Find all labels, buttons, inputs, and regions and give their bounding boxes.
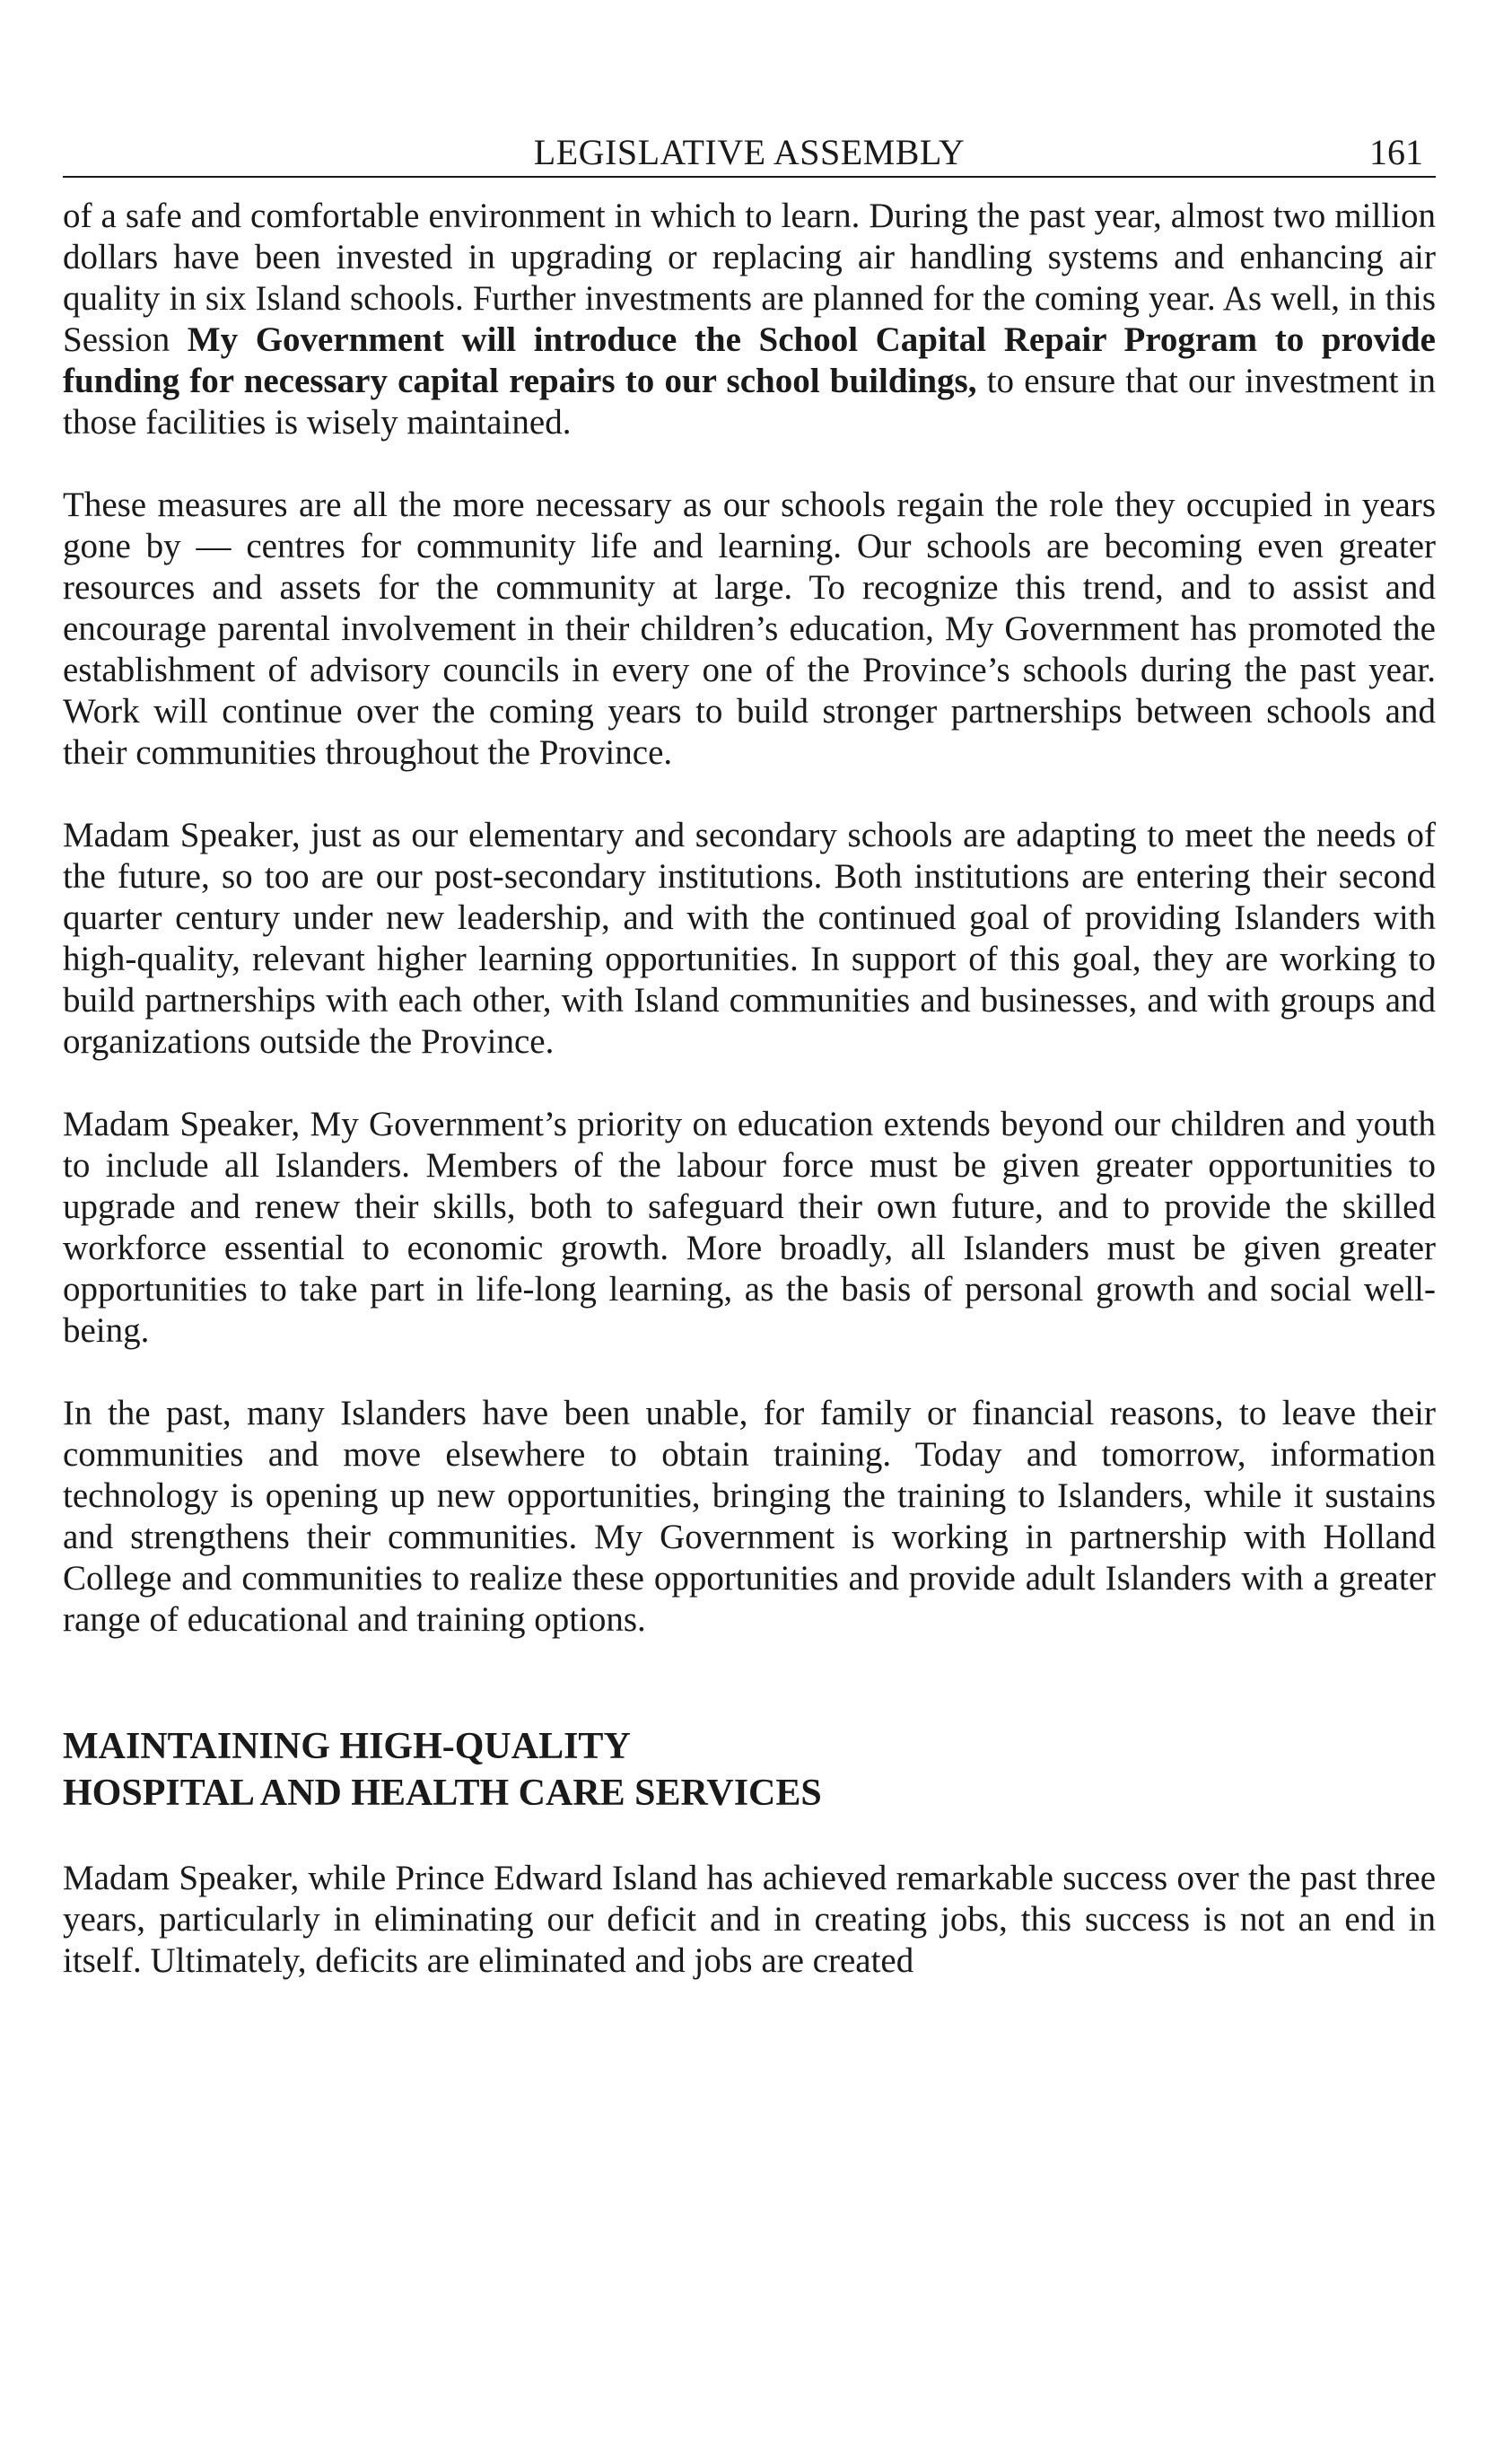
body-text: [63, 196, 1436, 1982]
bold-announcement: My Government will introduce the School Capital Repair Program to provide funding for necessary capital repairs to our school buildings,: [63, 320, 1436, 400]
paragraph: Madam Speaker, just as our elementary and secondary schools are adapting to meet the needs of the future, so too are our post-secondary institutions. Both institutions are entering their second quarter century under new leadership, and with the continued goal of providing Islanders with high-quality, relevant higher learning opportunities. In support of this goal, they are working to build partnerships with each other, with Island communities and businesses, and with groups and organizations outside the Province.: [63, 816, 1436, 1061]
paragraph: Madam Speaker, while Prince Edward Island has achieved remarkable success over the past three years, particularly in eliminating our deficit and in creating jobs, this success is not an end in itself. Ultimately, deficits are eliminated and jobs are created: [63, 1859, 1436, 1980]
section-heading-line: MAINTAINING HIGH-QUALITY: [63, 1726, 631, 1767]
page-number: 161: [1369, 132, 1423, 172]
paragraph: Madam Speaker, My Government’s priority on education extends beyond our children and youth to include all Islanders. Members of the labour force must be given greater opportunities to upgrade and renew their skills, both to safeguard their own future, and to provide the skilled workforce essential to economic growth. More broadly, all Islanders must be given greater opportunities to take part in life-long learning, as the basis of personal growth and social well-being.: [63, 1105, 1436, 1350]
paragraph-text: of a safe and comfortable environment in which to learn. During the past year, almost two million dollars have been invested in upgrading or replacing air handling systems and enhancing air quality in six Island schools. Further investments are planned for the coming year. As well, in this Session: [63, 197, 1436, 359]
paragraph: [63, 196, 1436, 443]
running-header: [63, 126, 1436, 178]
paragraph-text: to ensure that our investment in those facilities is wisely maintained.: [63, 362, 1436, 442]
paragraph: In the past, many Islanders have been unable, for family or financial reasons, to leave their communities and move elsewhere to obtain training. Today and tomorrow, information technology is opening up new opportunities, bringing the training to Islanders, while it sustains and strengthens their communities. My Government is working in partnership with Holland College and communities to realize these opportunities and provide adult Islanders with a greater range of educational and training options.: [63, 1394, 1436, 1639]
section-heading: [63, 1723, 1436, 1817]
running-title: LEGISLATIVE ASSEMBLY: [533, 132, 966, 172]
paragraph: These measures are all the more necessary as our schools regain the role they occupied in years gone by — centres for community life and learning. Our schools are becoming even greater resources and assets for the community at large. To recognize this trend, and to assist and encourage parental involvement in their children’s education, My Government has promoted the establishment of advisory councils in every one of the Province’s schools during the past year. Work will continue over the coming years to build stronger partnerships between schools and their communities throughout the Province.: [63, 486, 1436, 772]
document-page: [63, 126, 1436, 2023]
section-heading-line: HOSPITAL AND HEALTH CARE SERVICES: [63, 1773, 822, 1814]
